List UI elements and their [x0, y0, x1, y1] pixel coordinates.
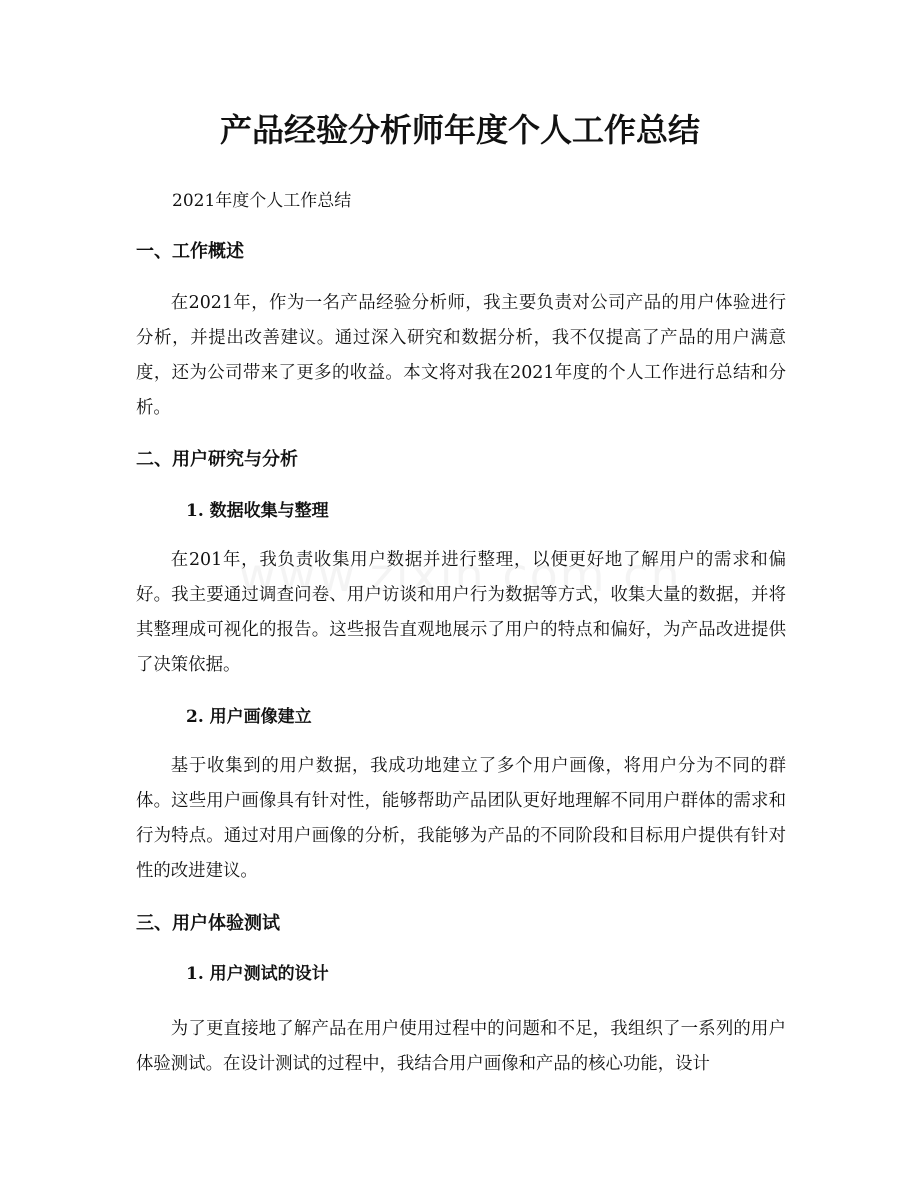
document-subtitle: 2021年度个人工作总结: [172, 191, 352, 211]
section-heading-user-research: 二、用户研究与分析: [136, 449, 298, 470]
paragraph-data-collection: 在201年，我负责收集用户数据并进行整理，以便更好地了解用户的需求和偏好。我主要通过调查问卷、用户访谈和用户行为数据等方式，收集大量的数据，并将其整理成可视化的报告。这些报告直观地展示了用户的特点和偏好，为产品改进提供了决策依据。: [136, 550, 786, 675]
section-heading-overview: 一、工作概述: [136, 241, 244, 262]
paragraph-overview: 在2021年，作为一名产品经验分析师，我主要负责对公司产品的用户体验进行分析，并提出改善建议。通过深入研究和数据分析，我不仅提高了产品的用户满意度，还为公司带来了更多的收益。本文将对我在2021年度的个人工作进行总结和分析。: [136, 293, 786, 418]
subheading-test-design: 1. 用户测试的设计: [186, 964, 329, 984]
section-heading-ux-testing: 三、用户体验测试: [136, 913, 280, 934]
subheading-data-collection: 1. 数据收集与整理: [186, 501, 329, 521]
paragraph-test-design: 为了更直接地了解产品在用户使用过程中的问题和不足，我组织了一系列的用户体验测试。在设计测试的过程中，我结合用户画像和产品的核心功能，设计: [136, 1019, 786, 1074]
document-title: 产品经验分析师年度个人工作总结: [219, 111, 700, 149]
subheading-user-persona: 2. 用户画像建立: [186, 707, 312, 727]
paragraph-user-persona: 基于收集到的用户数据，我成功地建立了多个用户画像，将用户分为不同的群体。这些用户画像具有针对性，能够帮助产品团队更好地理解不同用户群体的需求和行为特点。通过对用户画像的分析，我能够为产品的不同阶段和目标用户提供有针对性的改进建议。: [136, 756, 786, 881]
